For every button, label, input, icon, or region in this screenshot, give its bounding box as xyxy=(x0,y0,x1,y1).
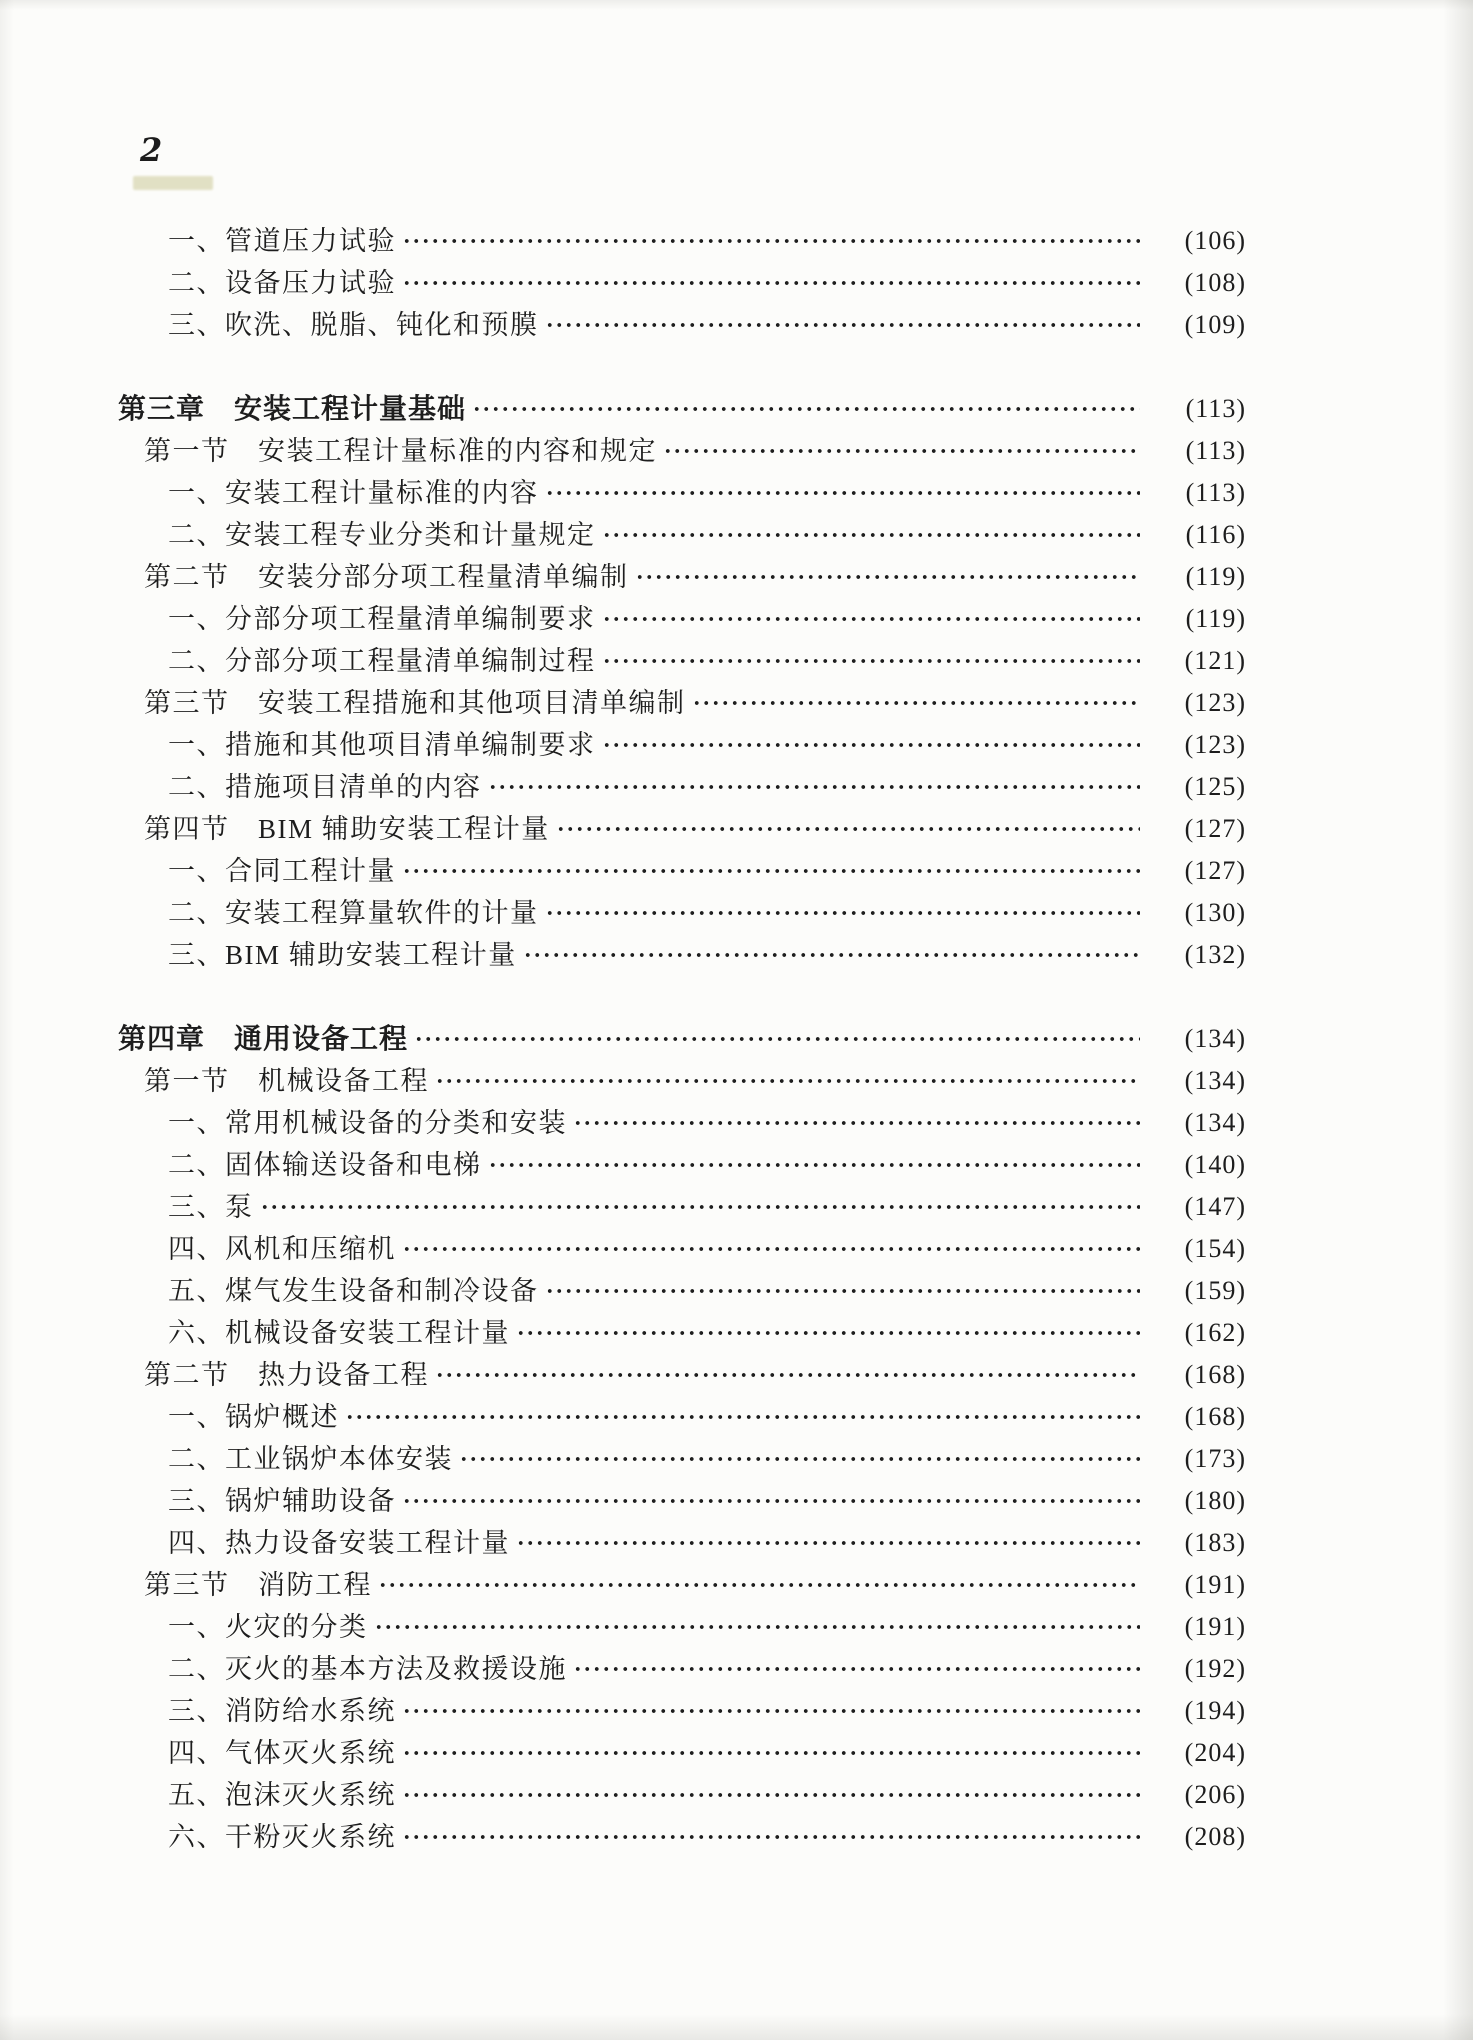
toc-entry-page: (119) xyxy=(1185,604,1246,633)
toc-entry-page: (125) xyxy=(1184,772,1246,801)
toc-entry-label: 一、常用机械设备的分类和安装 xyxy=(168,1108,567,1138)
toc-entry-label: 二、分部分项工程量清单编制过程 xyxy=(168,646,596,676)
toc-entry-label: 三、泵 xyxy=(168,1192,254,1222)
page-number: 2 xyxy=(140,131,163,169)
dot-leader xyxy=(523,934,1140,976)
toc-entry xyxy=(118,1144,1246,1186)
toc-entry xyxy=(118,934,1246,976)
toc-entry-page: (113) xyxy=(1185,394,1246,423)
toc-entry-page: (154) xyxy=(1184,1234,1246,1263)
toc-entry xyxy=(118,1606,1246,1648)
toc-entry-label: 第三章 安装工程计量基础 xyxy=(118,393,467,424)
toc-entry xyxy=(118,556,1246,598)
toc-entry xyxy=(118,1312,1246,1354)
dot-leader xyxy=(374,1606,1141,1648)
dot-leader xyxy=(435,1354,1140,1396)
toc-entry-label: 二、工业锅炉本体安装 xyxy=(168,1444,453,1474)
toc-entry xyxy=(118,1690,1246,1732)
dot-leader xyxy=(545,892,1141,934)
toc-entry-label: 一、锅炉概述 xyxy=(168,1402,339,1432)
toc-entry-page: (130) xyxy=(1184,898,1246,927)
toc-entry xyxy=(118,1228,1246,1270)
dot-leader xyxy=(402,1816,1140,1858)
dot-leader xyxy=(402,1690,1140,1732)
toc-entry xyxy=(118,598,1246,640)
toc-entry-label: 第四章 通用设备工程 xyxy=(118,1023,409,1054)
toc-entry-label: 六、机械设备安装工程计量 xyxy=(168,1318,510,1348)
toc-entry-label: 四、热力设备安装工程计量 xyxy=(168,1528,510,1558)
toc-entry xyxy=(118,1522,1246,1564)
toc-entry-page: (108) xyxy=(1184,268,1246,297)
toc-entry-page: (180) xyxy=(1184,1486,1246,1515)
toc-entry-page: (191) xyxy=(1184,1612,1246,1641)
toc-entry-page: (134) xyxy=(1184,1108,1246,1137)
toc-entry xyxy=(118,1480,1246,1522)
toc-entry-label: 一、合同工程计量 xyxy=(168,856,396,886)
toc-entry xyxy=(118,1018,1246,1060)
dot-leader xyxy=(402,1480,1140,1522)
toc-entry-label: 第一节 机械设备工程 xyxy=(144,1066,429,1096)
toc-entry-label: 三、锅炉辅助设备 xyxy=(168,1486,396,1516)
toc-entry-label: 四、风机和压缩机 xyxy=(168,1234,396,1264)
toc-entry-page: (204) xyxy=(1184,1738,1246,1767)
dot-leader xyxy=(545,304,1141,346)
toc-entry-page: (183) xyxy=(1184,1528,1246,1557)
toc-entry-page: (194) xyxy=(1184,1696,1246,1725)
dot-leader xyxy=(635,556,1141,598)
toc-entry-page: (123) xyxy=(1184,730,1246,759)
dot-leader xyxy=(435,1060,1140,1102)
dot-leader xyxy=(472,388,1140,430)
toc-entry-label: 三、BIM 辅助安装工程计量 xyxy=(168,940,517,970)
toc-entry-page: (123) xyxy=(1184,688,1246,717)
dot-leader xyxy=(545,1270,1141,1312)
toc-entry-page: (134) xyxy=(1184,1066,1246,1095)
toc-entry-page: (206) xyxy=(1184,1780,1246,1809)
dot-leader xyxy=(602,514,1141,556)
dot-leader xyxy=(260,1186,1141,1228)
toc-entry-label: 五、煤气发生设备和制冷设备 xyxy=(168,1276,539,1306)
toc-entry-label: 三、吹洗、脱脂、钝化和预膜 xyxy=(168,310,539,340)
dot-leader xyxy=(516,1312,1140,1354)
toc-entry-page: (113) xyxy=(1185,436,1246,465)
table-of-contents xyxy=(118,220,1246,1858)
dot-leader xyxy=(402,262,1140,304)
toc-entry xyxy=(118,892,1246,934)
toc-entry-page: (140) xyxy=(1184,1150,1246,1179)
toc-entry xyxy=(118,766,1246,808)
toc-entry-page: (106) xyxy=(1184,226,1246,255)
toc-entry xyxy=(118,1648,1246,1690)
scan-edge-left xyxy=(0,0,14,2040)
toc-entry-page: (121) xyxy=(1184,646,1246,675)
toc-entry-page: (191) xyxy=(1184,1570,1246,1599)
toc-entry-label: 二、措施项目清单的内容 xyxy=(168,772,482,802)
toc-entry-label: 第一节 安装工程计量标准的内容和规定 xyxy=(144,436,657,466)
toc-entry-page: (168) xyxy=(1184,1360,1246,1389)
toc-entry-label: 二、固体输送设备和电梯 xyxy=(168,1150,482,1180)
toc-entry xyxy=(118,1186,1246,1228)
dot-leader xyxy=(692,682,1141,724)
toc-entry xyxy=(118,388,1246,430)
dot-leader xyxy=(414,1018,1140,1060)
toc-entry xyxy=(118,682,1246,724)
dot-leader xyxy=(556,808,1140,850)
toc-entry xyxy=(118,724,1246,766)
toc-entry xyxy=(118,472,1246,514)
dot-leader xyxy=(488,1144,1141,1186)
dot-leader xyxy=(573,1648,1140,1690)
toc-entry-label: 一、火灾的分类 xyxy=(168,1612,368,1642)
dot-leader xyxy=(402,1228,1140,1270)
toc-entry-page: (132) xyxy=(1184,940,1246,969)
dot-leader xyxy=(459,1438,1140,1480)
toc-entry-label: 六、干粉灭火系统 xyxy=(168,1822,396,1852)
toc-entry xyxy=(118,1354,1246,1396)
dot-leader xyxy=(545,472,1141,514)
dot-leader xyxy=(402,1774,1140,1816)
toc-entry-label: 二、设备压力试验 xyxy=(168,268,396,298)
toc-entry-page: (127) xyxy=(1184,814,1246,843)
toc-entry xyxy=(118,1270,1246,1312)
toc-entry-page: (116) xyxy=(1185,520,1246,549)
dot-leader xyxy=(402,1732,1140,1774)
toc-entry-page: (173) xyxy=(1184,1444,1246,1473)
toc-entry-page: (159) xyxy=(1184,1276,1246,1305)
dot-leader xyxy=(602,640,1141,682)
toc-entry xyxy=(118,430,1246,472)
toc-entry-label: 五、泡沫灭火系统 xyxy=(168,1780,396,1810)
toc-entry xyxy=(118,1438,1246,1480)
toc-entry-page: (168) xyxy=(1184,1402,1246,1431)
stamp-mark xyxy=(133,176,213,190)
toc-entry xyxy=(118,1732,1246,1774)
toc-entry xyxy=(118,1102,1246,1144)
toc-entry-label: 一、措施和其他项目清单编制要求 xyxy=(168,730,596,760)
scan-edge-bottom xyxy=(0,2014,1473,2040)
dot-leader xyxy=(345,1396,1140,1438)
toc-entry-page: (208) xyxy=(1184,1822,1246,1851)
toc-entry-page: (109) xyxy=(1184,310,1246,339)
toc-entry xyxy=(118,220,1246,262)
dot-leader xyxy=(663,430,1140,472)
toc-entry xyxy=(118,514,1246,556)
scan-edge-top xyxy=(0,0,1473,10)
toc-entry xyxy=(118,1564,1246,1606)
toc-entry xyxy=(118,850,1246,892)
toc-entry-label: 一、分部分项工程量清单编制要求 xyxy=(168,604,596,634)
toc-entry xyxy=(118,1060,1246,1102)
dot-leader xyxy=(516,1522,1140,1564)
toc-entry xyxy=(118,262,1246,304)
toc-entry xyxy=(118,640,1246,682)
toc-entry-label: 一、安装工程计量标准的内容 xyxy=(168,478,539,508)
toc-entry-label: 第二节 热力设备工程 xyxy=(144,1360,429,1390)
dot-leader xyxy=(602,598,1141,640)
toc-entry-label: 第二节 安装分部分项工程量清单编制 xyxy=(144,562,629,592)
toc-entry-page: (162) xyxy=(1184,1318,1246,1347)
toc-entry-label: 二、安装工程专业分类和计量规定 xyxy=(168,520,596,550)
toc-entry-label: 二、安装工程算量软件的计量 xyxy=(168,898,539,928)
toc-entry-label: 第三节 消防工程 xyxy=(144,1570,372,1600)
toc-entry xyxy=(118,304,1246,346)
dot-leader xyxy=(602,724,1141,766)
toc-entry-page: (192) xyxy=(1184,1654,1246,1683)
dot-leader xyxy=(573,1102,1140,1144)
toc-entry-label: 一、管道压力试验 xyxy=(168,226,396,256)
dot-leader xyxy=(402,850,1140,892)
toc-entry-label: 三、消防给水系统 xyxy=(168,1696,396,1726)
scan-edge-right xyxy=(1443,0,1473,2040)
dot-leader xyxy=(378,1564,1140,1606)
dot-leader xyxy=(402,220,1140,262)
toc-entry-page: (119) xyxy=(1185,562,1246,591)
toc-entry xyxy=(118,1396,1246,1438)
toc-entry-label: 第三节 安装工程措施和其他项目清单编制 xyxy=(144,688,686,718)
toc-entry xyxy=(118,1816,1246,1858)
toc-entry-page: (113) xyxy=(1185,478,1246,507)
toc-entry-label: 第四节 BIM 辅助安装工程计量 xyxy=(144,814,550,844)
toc-entry xyxy=(118,808,1246,850)
toc-entry-label: 二、灭火的基本方法及救援设施 xyxy=(168,1654,567,1684)
dot-leader xyxy=(488,766,1141,808)
toc-entry-page: (147) xyxy=(1184,1192,1246,1221)
toc-entry-label: 四、气体灭火系统 xyxy=(168,1738,396,1768)
toc-entry-page: (134) xyxy=(1184,1024,1246,1053)
toc-entry-page: (127) xyxy=(1184,856,1246,885)
toc-entry xyxy=(118,1774,1246,1816)
